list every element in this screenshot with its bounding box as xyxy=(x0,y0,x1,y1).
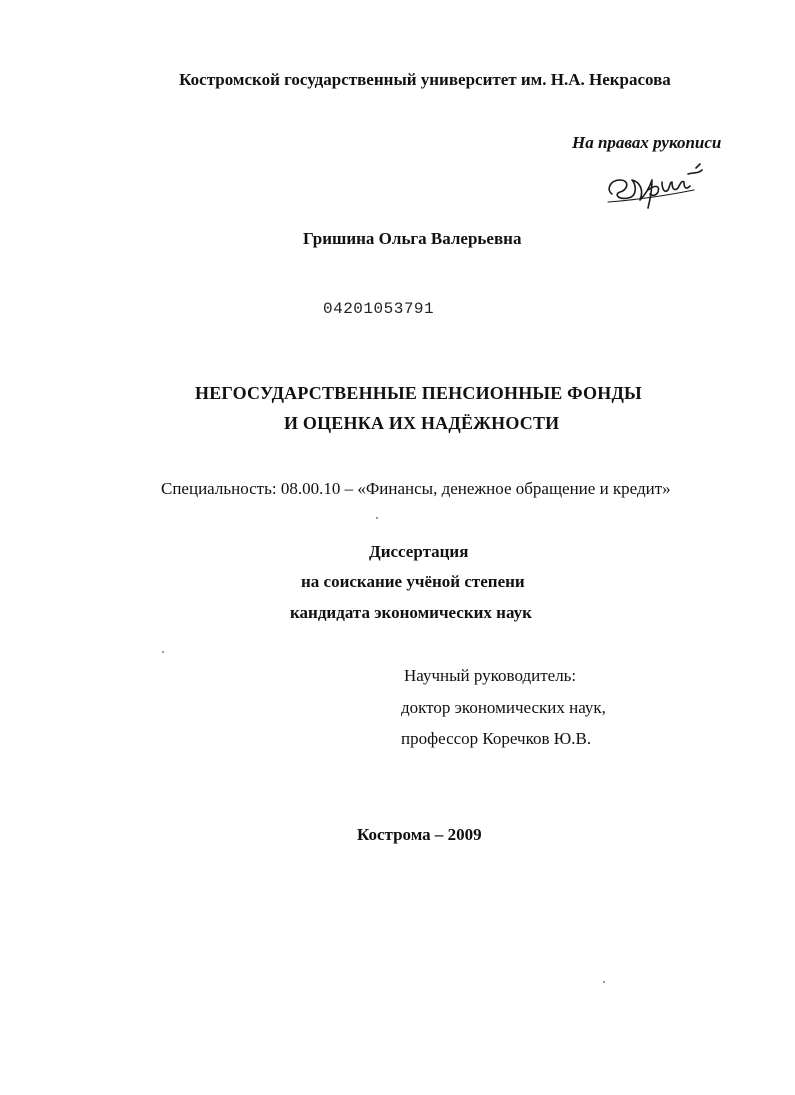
scan-speck xyxy=(162,651,164,653)
scan-speck xyxy=(376,517,378,519)
supervisor-label: Научный руководитель: xyxy=(404,666,577,685)
author-name: Гришина Ольга Валерьевна xyxy=(303,229,522,248)
scan-speck xyxy=(603,981,605,983)
university-name: Костромской государственный университет им. Н.А. Некрасова xyxy=(179,70,671,89)
degree-line-2: на соискание учёной степени xyxy=(301,572,525,591)
specialty-line: Специальность: 08.00.10 – «Финансы, денежное обращение и кредит» xyxy=(161,479,671,498)
supervisor-name: профессор Коречков Ю.В. xyxy=(401,729,592,748)
registration-code: 04201053791 xyxy=(323,300,435,318)
degree-line-3: кандидата экономических наук xyxy=(290,603,532,622)
thesis-title-line-1: НЕГОСУДАРСТВЕННЫЕ ПЕНСИОННЫЕ ФОНДЫ xyxy=(195,383,642,403)
thesis-title-line-2: И ОЦЕНКА ИХ НАДЁЖНОСТИ xyxy=(284,413,560,433)
handwritten-signature xyxy=(604,160,714,212)
manuscript-note: На правах рукописи xyxy=(572,133,722,152)
signature-stroke xyxy=(609,164,702,208)
degree-line-1: Диссертация xyxy=(369,542,469,561)
supervisor-degree: доктор экономических наук, xyxy=(401,698,606,717)
city-year: Кострома – 2009 xyxy=(357,825,482,844)
